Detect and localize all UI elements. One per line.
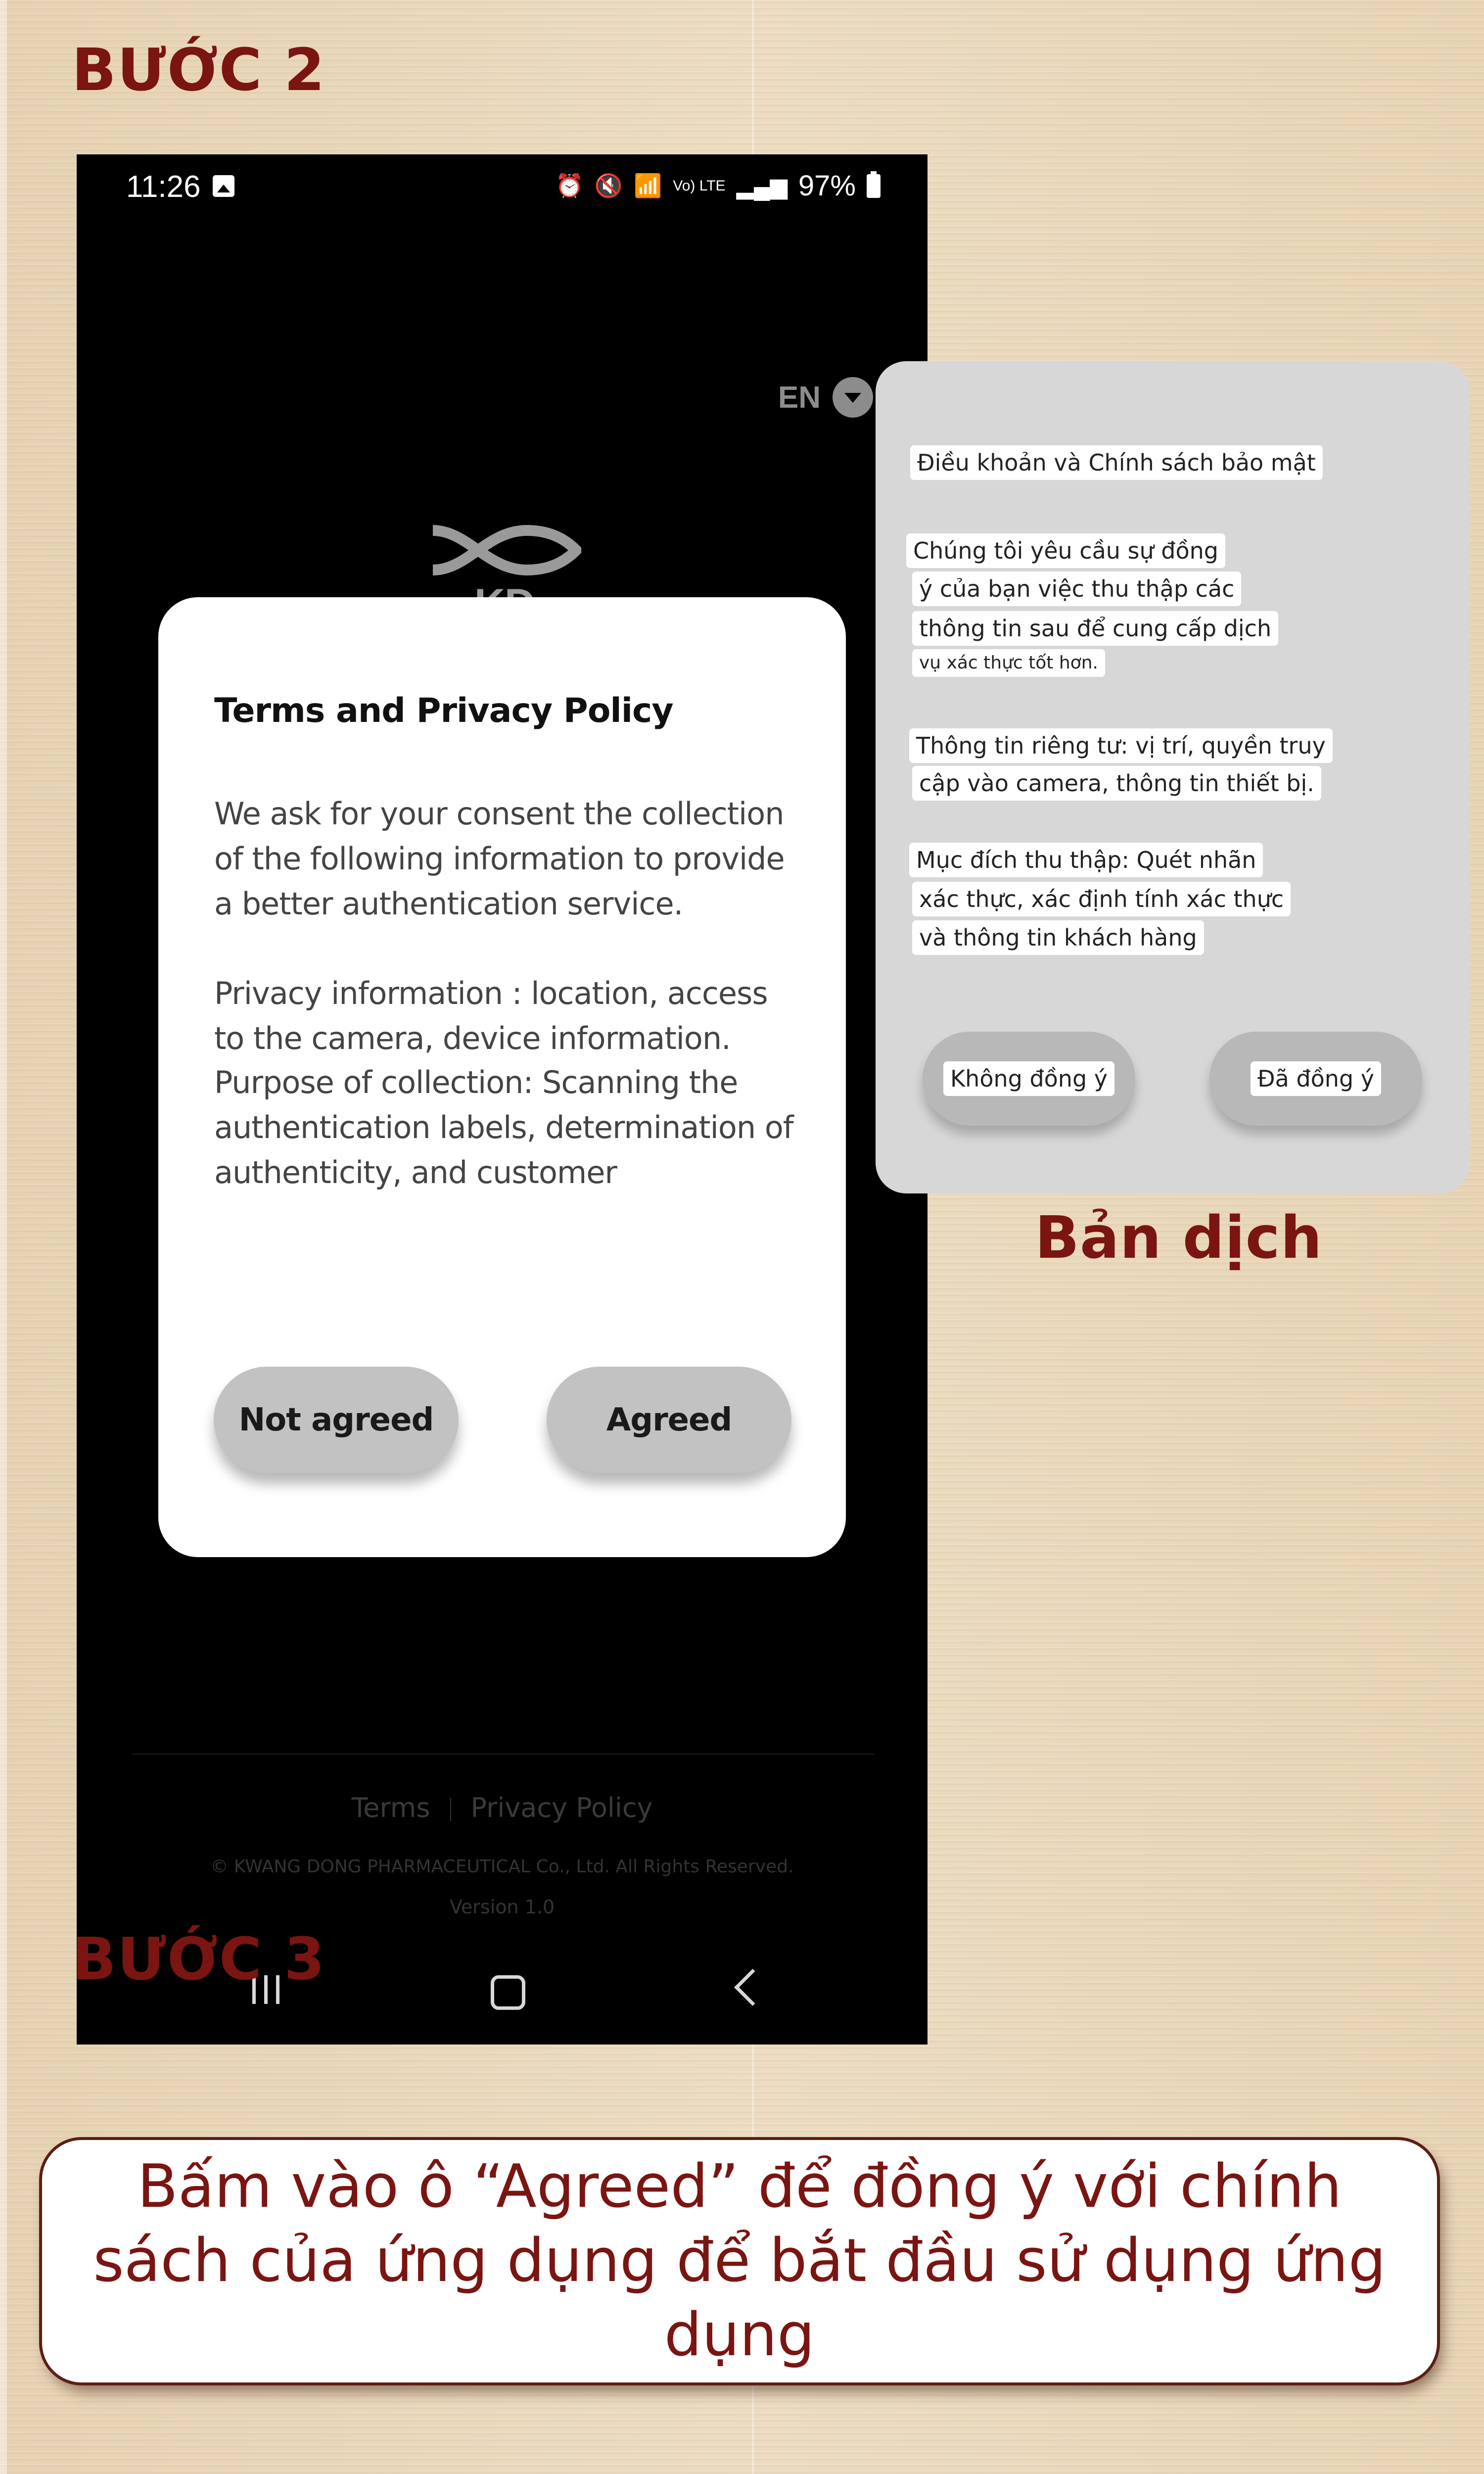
signal-icon: ▂▄▆ bbox=[736, 173, 788, 199]
status-bar bbox=[77, 154, 928, 219]
volte-icon: Vo) LTE bbox=[673, 177, 726, 194]
dialog-paragraph-privacy: Privacy information : location, access to the camera, device information. bbox=[214, 975, 768, 1056]
step-2-label: BƯỚC 2 bbox=[72, 36, 326, 104]
translation-not-agreed-label: Không đồng ý bbox=[943, 1061, 1114, 1096]
footer-separator bbox=[450, 1798, 451, 1821]
chevron-down-icon bbox=[833, 377, 873, 418]
home-icon[interactable] bbox=[491, 1975, 525, 2010]
footer-divider bbox=[132, 1754, 874, 1755]
phone-screenshot bbox=[77, 154, 928, 2045]
translation-agreed-button bbox=[1209, 1032, 1422, 1126]
mute-icon: 🔇 bbox=[594, 173, 623, 198]
translation-p1-line: Chúng tôi yêu cầu sự đồng bbox=[906, 533, 1225, 568]
translation-title: Điều khoản và Chính sách bảo mật bbox=[910, 445, 1323, 480]
translation-p1-line: thông tin sau để cung cấp dịch bbox=[912, 611, 1278, 646]
translation-p2-line: Thông tin riêng tư: vị trí, quyền truy bbox=[909, 728, 1333, 763]
translation-p3-line: xác thực, xác định tính xác thực bbox=[912, 882, 1291, 916]
dialog-paragraph-purpose: Purpose of collection: Scanning the authentication labels, determination of authenticity, and customer bbox=[214, 1064, 793, 1190]
translation-p3-line: và thông tin khách hàng bbox=[912, 920, 1204, 955]
copyright-text: © KWANG DONG PHARMACEUTICAL Co., Ltd. All Rights Reserved. bbox=[210, 1856, 794, 1877]
translation-not-agreed-button bbox=[923, 1032, 1135, 1126]
terms-link[interactable]: Terms bbox=[351, 1792, 430, 1823]
translation-p3-line: Mục đích thu thập: Quét nhãn bbox=[909, 843, 1263, 877]
back-icon[interactable] bbox=[734, 1969, 771, 2006]
translation-p1-line: ý của bạn việc thu thập các bbox=[912, 571, 1241, 606]
wifi-icon: 📶 bbox=[634, 173, 662, 198]
language-label: EN bbox=[778, 380, 821, 415]
translation-panel bbox=[876, 361, 1470, 1193]
version-text: Version 1.0 bbox=[449, 1896, 555, 1918]
not-agreed-button[interactable]: Not agreed bbox=[214, 1367, 459, 1473]
agreed-button[interactable]: Agreed bbox=[547, 1367, 791, 1473]
translation-caption: Bản dịch bbox=[1035, 1203, 1323, 1272]
translation-agreed-label: Đã đồng ý bbox=[1251, 1061, 1381, 1096]
kd-scan-logo-icon bbox=[428, 521, 581, 580]
translation-p1-line: vụ xác thực tốt hơn. bbox=[912, 649, 1105, 677]
battery-icon bbox=[867, 174, 881, 198]
language-selector[interactable] bbox=[778, 377, 873, 418]
dialog-paragraph-consent: We ask for your consent the collection of the following information to provide a better authentication service. bbox=[214, 796, 785, 922]
privacy-policy-link[interactable]: Privacy Policy bbox=[470, 1792, 653, 1823]
gallery-notification-icon bbox=[213, 175, 234, 197]
translation-p2-line: cập vào camera, thông tin thiết bị. bbox=[912, 766, 1321, 801]
status-time: 11:26 bbox=[126, 170, 201, 204]
instruction-text: Bấm vào ô “Agreed” để đồng ý với chính sách của ứng dụng để bắt đầu sử dụng ứng dụng bbox=[93, 2152, 1386, 2370]
instruction-box bbox=[42, 2140, 1437, 2382]
step-3-overlay-label: BƯỚC 3 bbox=[72, 1925, 326, 1993]
battery-percent: 97% bbox=[798, 170, 856, 202]
terms-dialog bbox=[158, 597, 846, 1557]
dialog-title: Terms and Privacy Policy bbox=[214, 691, 673, 730]
left-edge-highlight bbox=[0, 0, 7, 2474]
footer-links bbox=[77, 1792, 928, 1823]
alarm-icon: ⏰ bbox=[555, 173, 584, 198]
